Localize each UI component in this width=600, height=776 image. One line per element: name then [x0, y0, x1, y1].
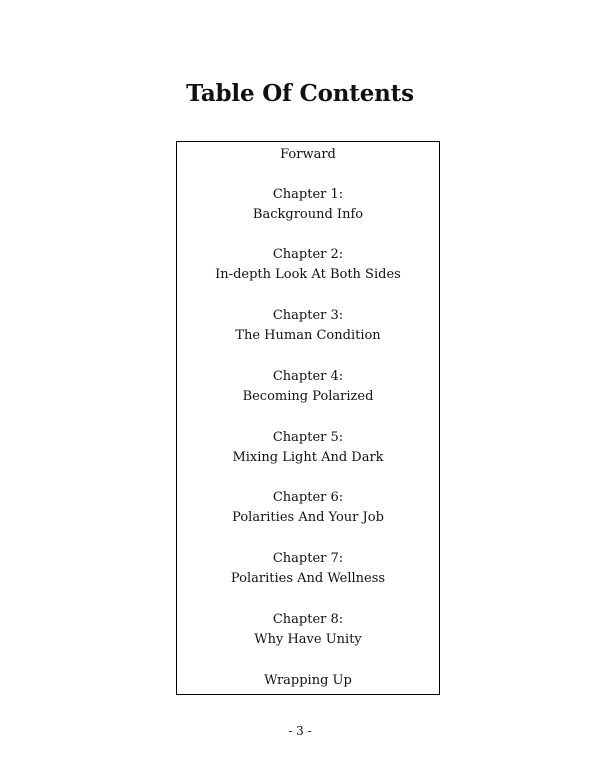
toc-chapter-3-number: Chapter 3: [272, 308, 344, 323]
toc-entry-forward: Forward [280, 147, 336, 162]
toc-chapter-4-title: Becoming Polarized [242, 389, 374, 404]
toc-chapter-5-title: Mixing Light And Dark [232, 450, 384, 465]
toc-chapter-8-title: Why Have Unity [254, 632, 362, 647]
table-of-contents-box [176, 141, 440, 695]
toc-chapter-8-number: Chapter 8: [272, 612, 344, 627]
toc-chapter-2-number: Chapter 2: [272, 247, 344, 262]
toc-chapter-3-title: The Human Condition [235, 328, 381, 343]
toc-chapter-1-number: Chapter 1: [272, 187, 344, 202]
toc-entry-wrapping-up: Wrapping Up [264, 673, 352, 688]
toc-chapter-6-number: Chapter 6: [272, 490, 344, 505]
toc-chapter-7-number: Chapter 7: [272, 551, 344, 566]
toc-chapter-5-number: Chapter 5: [272, 430, 344, 445]
toc-chapter-1-title: Background Info [252, 207, 364, 222]
page-title: Table Of Contents [186, 80, 414, 107]
page-number: - 3 - [288, 724, 312, 738]
toc-chapter-2-title: In-depth Look At Both Sides [215, 267, 401, 282]
toc-chapter-7-title: Polarities And Wellness [230, 571, 386, 586]
toc-chapter-6-title: Polarities And Your Job [232, 510, 384, 525]
toc-chapter-4-number: Chapter 4: [272, 369, 344, 384]
